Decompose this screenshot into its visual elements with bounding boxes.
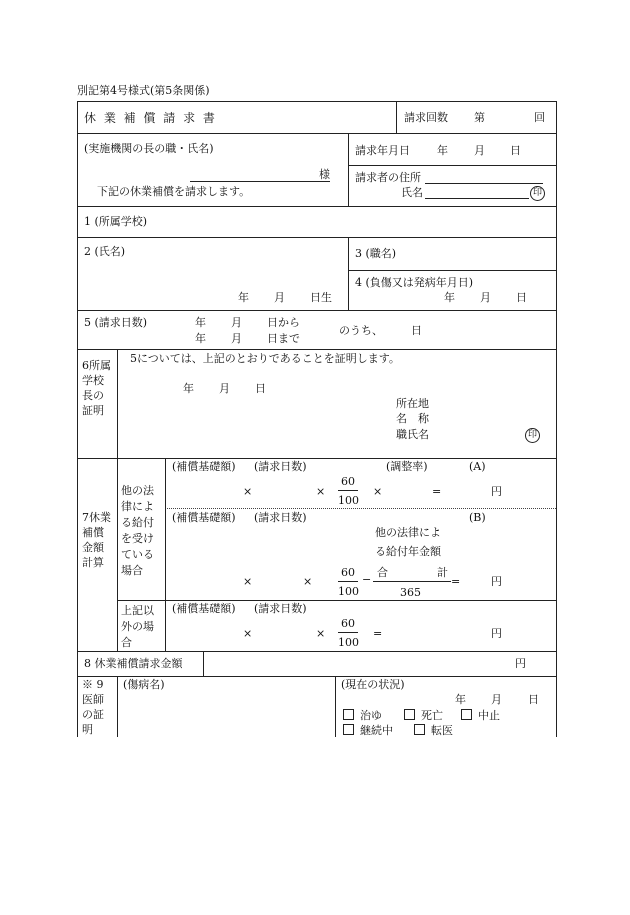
school-location-label: 所在地	[396, 397, 429, 410]
yen-unit: 円	[491, 627, 502, 640]
yen-unit: 円	[491, 485, 502, 498]
claim-days-header: (請求日数)	[254, 460, 307, 473]
denominator: 100	[338, 494, 359, 507]
claimant-seal	[530, 186, 545, 201]
numerator: 60	[338, 618, 358, 633]
to-day: 日まで	[267, 332, 300, 345]
item2-name-label: 2 (氏名)	[84, 245, 126, 258]
other-case-label: 上記以外の場合	[121, 604, 154, 649]
to-month: 月	[231, 332, 242, 345]
item4-injury-date-label: 4 (負傷又は発病年月日)	[355, 276, 474, 289]
adjust-rate-header: (調整率)	[386, 460, 428, 473]
checkbox-icon[interactable]	[414, 724, 425, 735]
claim-count-kai: 回	[534, 111, 545, 124]
times-sign: ×	[303, 575, 313, 588]
item5-days-label: 5 (請求日数)	[84, 316, 148, 329]
annuity-label-2: る給付年金額	[375, 545, 441, 558]
fraction-60-100	[338, 567, 358, 597]
other-law-case-label: 他の法律による給付を受けている場合	[121, 484, 154, 577]
status-day: 日	[528, 693, 539, 706]
checkbox-icon[interactable]	[461, 709, 472, 720]
from-year: 年	[195, 316, 206, 329]
cert-day: 日	[255, 382, 266, 395]
form-number-note: 別記第4号様式(第5条関係)	[77, 84, 210, 97]
checkbox-icon[interactable]	[343, 709, 354, 720]
option-label: 継続中	[360, 724, 393, 737]
item8-amount-label: 8 休業補償請求金額	[84, 657, 183, 670]
item9-label: ※ 9医師の証明	[82, 678, 104, 736]
within-days: 日	[411, 324, 422, 337]
numerator: 60	[338, 476, 358, 491]
school-name-label: 名 称	[396, 412, 429, 425]
total-kei: 計	[437, 566, 448, 579]
claim-count-dai: 第	[474, 111, 485, 124]
option-label: 死亡	[421, 709, 443, 722]
birth-year: 年	[238, 291, 249, 304]
times-sign: ×	[243, 485, 253, 498]
injury-day: 日	[516, 291, 527, 304]
denominator: 100	[338, 585, 359, 598]
checkbox-icon[interactable]	[343, 724, 354, 735]
claim-date-month: 月	[474, 144, 485, 157]
status-option-continuing[interactable]	[343, 724, 393, 736]
checkbox-icon[interactable]	[404, 709, 415, 720]
addressee-label: (実施機関の長の職・氏名)	[84, 142, 214, 155]
principal-name-label: 職氏名	[396, 428, 429, 441]
times-sign: ×	[316, 485, 326, 498]
result-a-label: (A)	[469, 460, 486, 473]
seal-mark: 印	[530, 186, 545, 201]
cert-month: 月	[219, 382, 230, 395]
item6-label: 6所属学校長の証明	[82, 359, 111, 417]
claim-days-header: (請求日数)	[254, 511, 307, 524]
certification-statement: 5については、上記のとおりであることを証明します。	[130, 352, 400, 365]
numerator: 60	[338, 567, 358, 582]
times-sign: ×	[373, 485, 383, 498]
denominator: 100	[338, 636, 359, 649]
current-status-label: (現在の状況)	[341, 678, 405, 691]
status-option-stopped[interactable]	[461, 709, 500, 721]
base-amount-header: (補償基礎額)	[172, 602, 236, 615]
status-option-death[interactable]	[404, 709, 443, 721]
addressee-sama: 様	[319, 168, 330, 181]
injury-year: 年	[444, 291, 455, 304]
claim-date-day: 日	[510, 144, 521, 157]
claim-date-year: 年	[437, 144, 448, 157]
base-amount-header: (補償基礎額)	[172, 511, 236, 524]
days-365: 365	[400, 586, 421, 599]
base-amount-header: (補償基礎額)	[172, 460, 236, 473]
equals-sign: =	[432, 485, 442, 498]
equals-sign: =	[451, 575, 461, 588]
claim-date-label: 請求年月日	[355, 144, 410, 157]
item7-label: 7休業補償金額計算	[82, 511, 111, 569]
fraction-60-100	[338, 618, 358, 648]
option-label: 転医	[431, 724, 453, 737]
yen-unit: 円	[491, 575, 502, 588]
item3-job-label: 3 (職名)	[355, 247, 397, 260]
total-gou: 合	[377, 566, 388, 579]
times-sign: ×	[243, 627, 253, 640]
illness-name-label: (傷病名)	[123, 678, 165, 691]
claim-days-header: (請求日数)	[254, 602, 307, 615]
status-year: 年	[455, 693, 466, 706]
status-option-healed[interactable]	[343, 709, 382, 721]
annuity-label-1: 他の法律によ	[375, 526, 441, 539]
principal-seal	[525, 428, 540, 443]
option-label: 中止	[478, 709, 500, 722]
claimant-address-label: 請求者の住所	[355, 171, 421, 184]
option-label: 治ゆ	[360, 709, 382, 722]
to-year: 年	[195, 332, 206, 345]
from-day: 日から	[267, 316, 300, 329]
from-month: 月	[231, 316, 242, 329]
injury-month: 月	[480, 291, 491, 304]
result-b-label: (B)	[469, 511, 486, 524]
birth-month: 月	[274, 291, 285, 304]
equals-sign: =	[373, 627, 383, 640]
within-label: のうち、	[339, 324, 383, 337]
seal-mark: 印	[525, 428, 540, 443]
request-statement: 下記の休業補償を請求します。	[97, 185, 251, 198]
item8-yen: 円	[515, 657, 526, 670]
times-sign: ×	[316, 627, 326, 640]
claim-count-label: 請求回数	[404, 111, 448, 124]
birth-day: 日生	[310, 291, 332, 304]
fraction-60-100	[338, 476, 358, 506]
status-option-transfer[interactable]	[414, 724, 453, 736]
cert-year: 年	[183, 382, 194, 395]
item1-school-label: 1 (所属学校)	[84, 215, 148, 228]
minus-sign: −	[362, 573, 372, 586]
form-title: 休 業 補 償 請 求 書	[84, 111, 217, 125]
status-month: 月	[491, 693, 502, 706]
times-sign: ×	[243, 575, 253, 588]
claimant-name-label: 氏名	[401, 186, 423, 199]
